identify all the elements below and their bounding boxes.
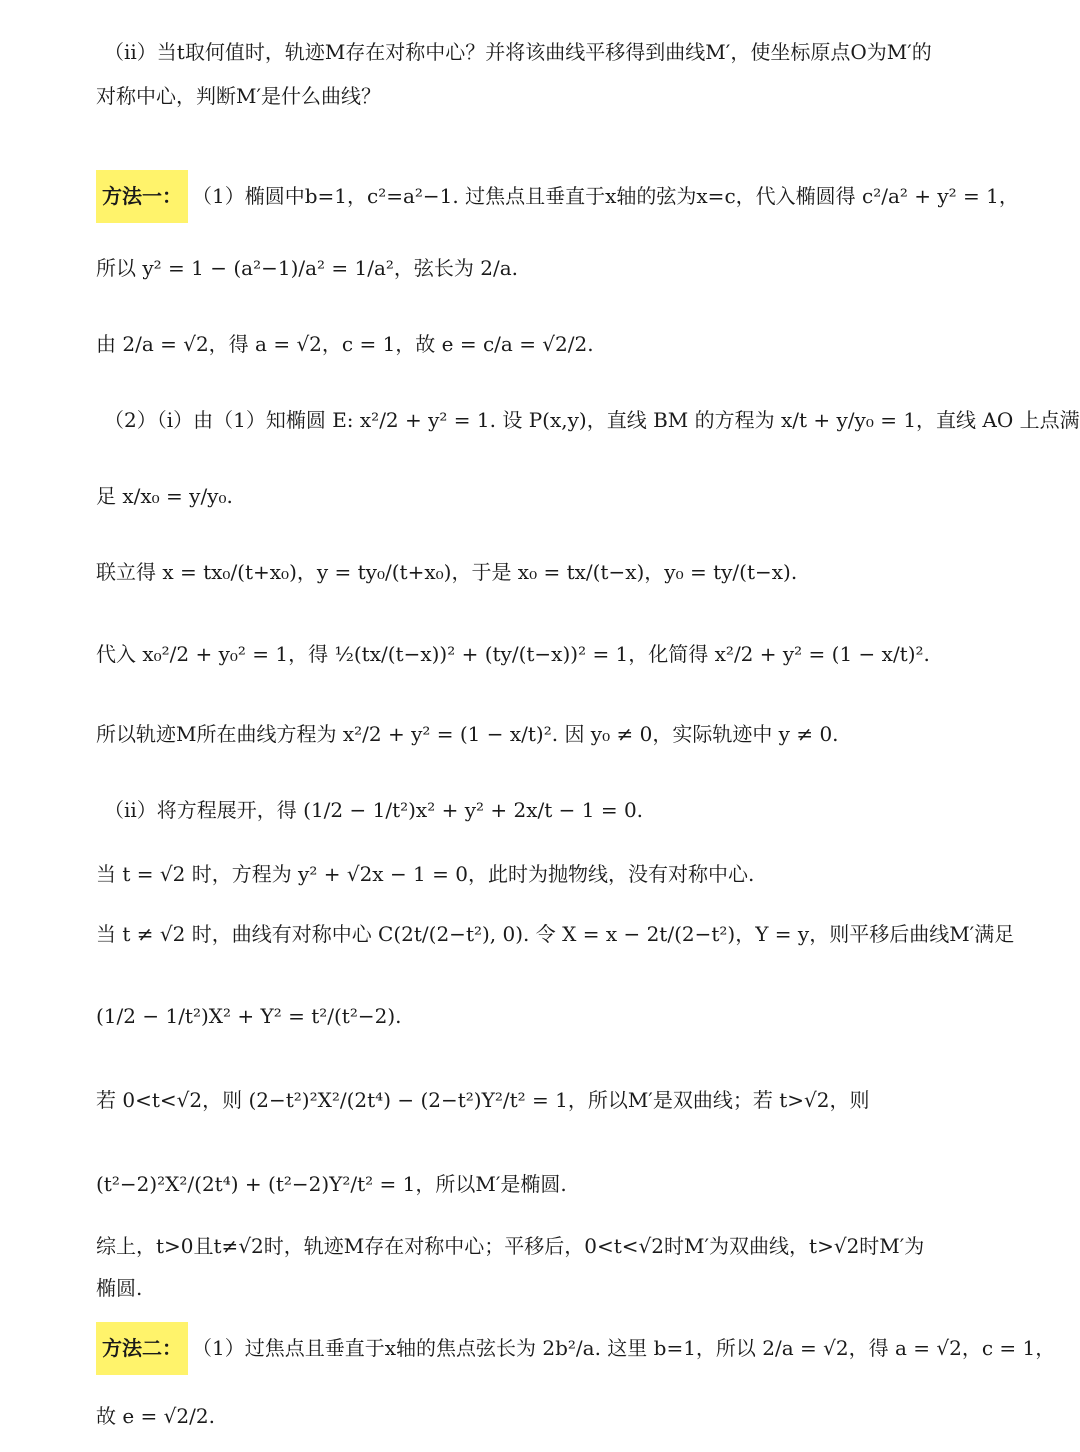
method-one-label: 方法一： <box>96 170 188 223</box>
text-line-18: 椭圆. <box>96 1276 143 1300</box>
text-line-10: 所以轨迹M所在曲线方程为 x²/2 + y² = (1 − x/t)². 因 y₀ ≠ 0，实际轨迹中 y ≠ 0. <box>96 722 839 746</box>
text-line-17: 综上，t>0且t≠√2时，轨迹M存在对称中心；平移后，0<t<√2时M′为双曲线，t>√2时M′为 <box>96 1234 925 1258</box>
text-line-14: (1/2 − 1/t²)X² + Y² = t²/(t²−2). <box>96 1004 402 1028</box>
method-one-line <box>96 170 1040 223</box>
text-line-2: 对称中心，判断M′是什么曲线？ <box>96 84 382 108</box>
text-line-19: （1）过焦点且垂直于x轴的焦点弦长为 2b²/a. 这里 b=1，所以 2/a = √2，得 a = √2，c = 1， <box>192 1336 1056 1360</box>
text-line-13: 当 t ≠ √2 时，曲线有对称中心 C(2t/(2−t²), 0). 令 X = x − 2t/(2−t²)，Y = y，则平移后曲线M′满足 <box>96 922 1015 946</box>
text-line-8: 联立得 x = tx₀/(t+x₀)，y = ty₀/(t+x₀)，于是 x₀ = tx/(t−x)，y₀ = ty/(t−x). <box>96 560 798 584</box>
text-line-7: 足 x/x₀ = y/y₀. <box>96 484 233 508</box>
text-line-15: 若 0<t<√2，则 (2−t²)²X²/(2t⁴) − (2−t²)Y²/t² = 1，所以M′是双曲线；若 t>√2，则 <box>96 1088 870 1112</box>
text-line-4: 所以 y² = 1 − (a²−1)/a² = 1/a²，弦长为 2/a. <box>96 256 519 280</box>
text-line-16: (t²−2)²X²/(2t⁴) + (t²−2)Y²/t² = 1，所以M′是椭圆. <box>96 1172 567 1196</box>
method-two-line <box>96 1322 1056 1375</box>
text-line-20: 故 e = √2/2. <box>96 1404 215 1428</box>
text-line-6: （2）（i）由（1）知椭圆 E: x²/2 + y² = 1. 设 P(x,y)，直线 BM 的方程为 x/t + y/y₀ = 1，直线 AO 上点满 <box>104 408 1080 432</box>
text-line-3: （1）椭圆中b=1，c²=a²−1. 过焦点且垂直于x轴的弦为x=c，代入椭圆得 c²/a² + y² = 1， <box>192 184 1019 208</box>
text-line-1: （ii）当t取何值时，轨迹M存在对称中心？并将该曲线平移得到曲线M′，使坐标原点O为M′的 <box>104 40 932 64</box>
method-two-label: 方法二： <box>96 1322 188 1375</box>
text-line-9: 代入 x₀²/2 + y₀² = 1，得 ½(tx/(t−x))² + (ty/(t−x))² = 1，化简得 x²/2 + y² = (1 − x/t)². <box>96 642 930 666</box>
text-line-12: 当 t = √2 时，方程为 y² + √2x − 1 = 0，此时为抛物线，没有对称中心. <box>96 862 755 886</box>
text-line-11: （ii）将方程展开，得 (1/2 − 1/t²)x² + y² + 2x/t − 1 = 0. <box>104 798 644 822</box>
text-line-5: 由 2/a = √2，得 a = √2，c = 1，故 e = c/a = √2/2. <box>96 332 594 356</box>
